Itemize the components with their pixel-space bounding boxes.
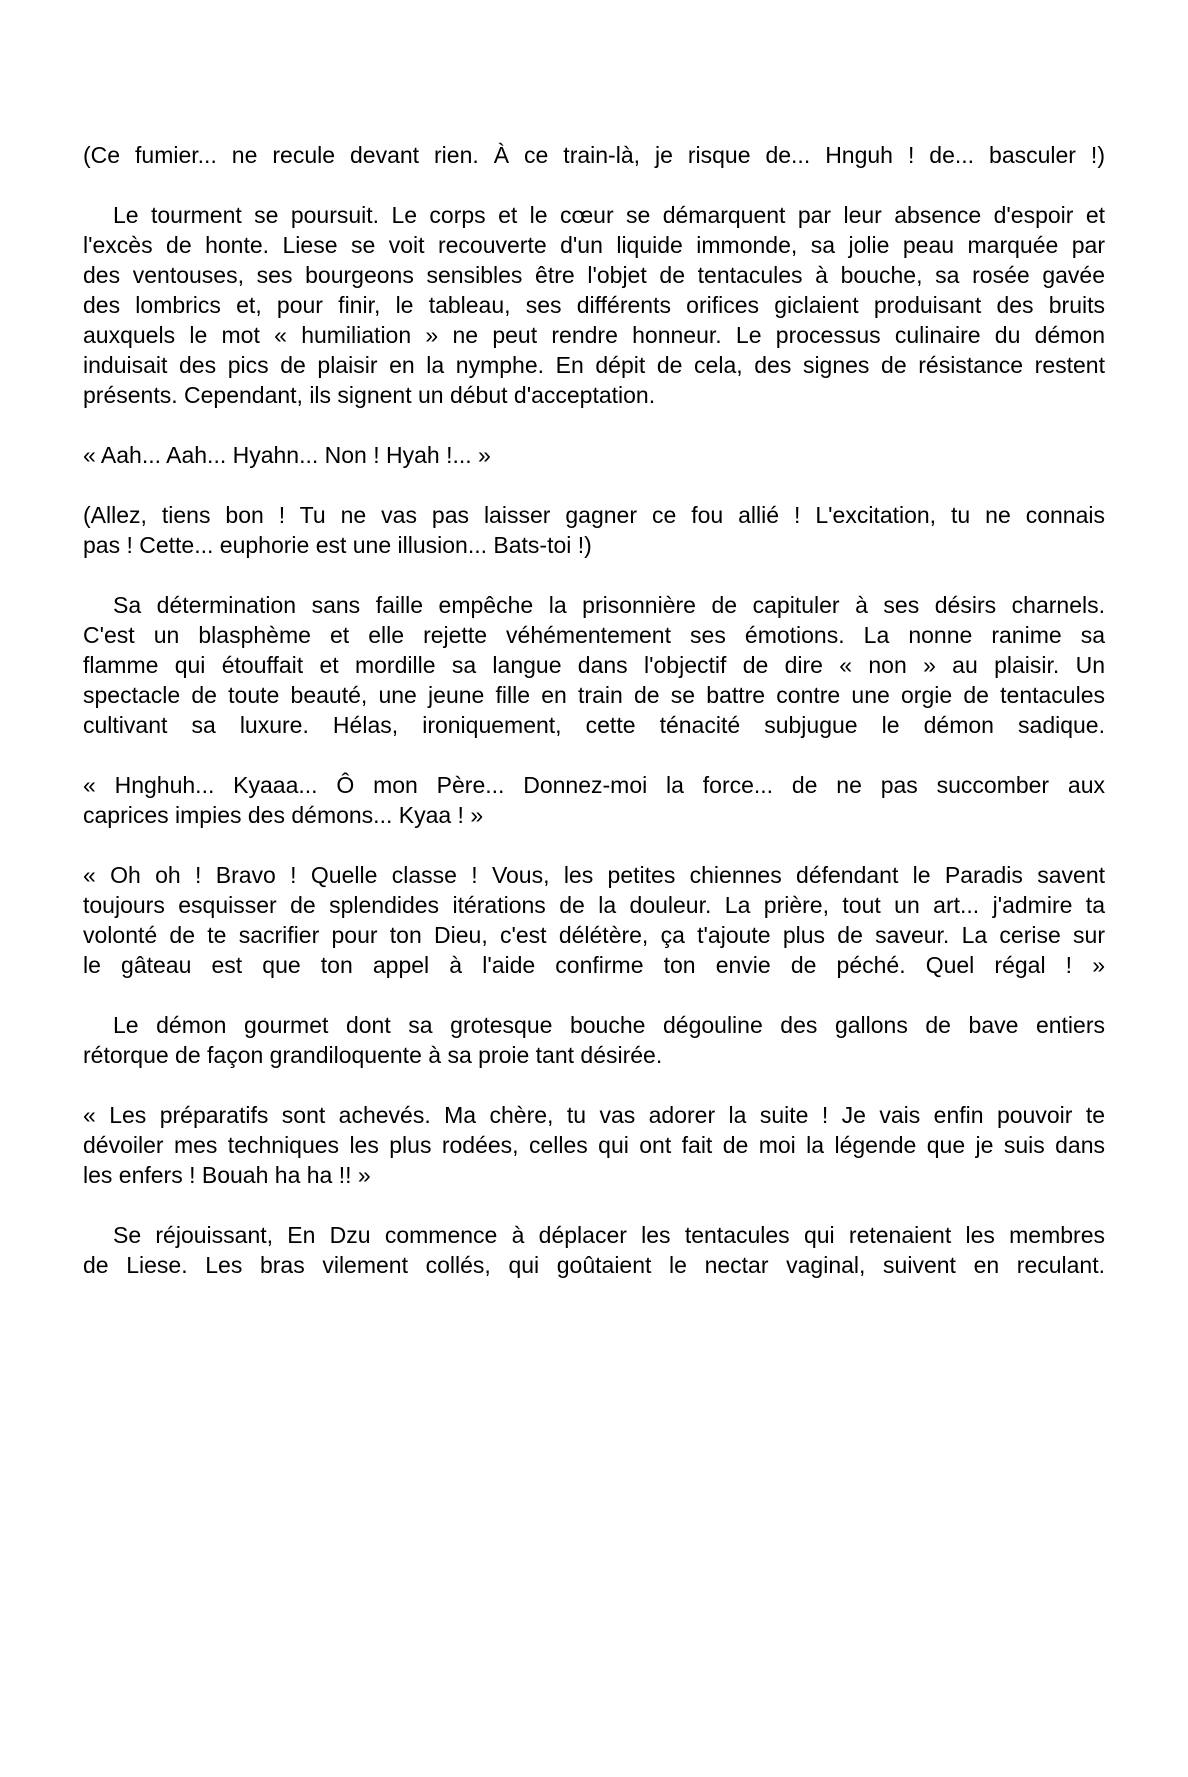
paragraph xyxy=(83,860,1105,980)
paragraph xyxy=(83,200,1105,410)
text-line: des ventouses, ses bourgeons sensibles être l'objet de tentacules à bouche, sa rosée gavée xyxy=(83,262,1105,288)
text-line: C'est un blasphème et elle rejette véhémentement ses émotions. La nonne ranime sa xyxy=(83,622,1105,648)
text-line: le gâteau est que ton appel à l'aide confirme ton envie de péché. Quel régal ! » xyxy=(83,952,1105,978)
text-line: Le tourment se poursuit. Le corps et le cœur se démarquent par leur absence d'espoir et xyxy=(113,202,1105,228)
text-line: de Liese. Les bras vilement collés, qui goûtaient le nectar vaginal, suivent en reculant. xyxy=(83,1252,1105,1278)
text-line: toujours esquisser de splendides itérations de la douleur. La prière, tout un art... j'admire ta xyxy=(83,892,1105,918)
paragraph xyxy=(83,1010,1105,1070)
text-line: Le démon gourmet dont sa grotesque bouche dégouline des gallons de bave entiers xyxy=(113,1012,1105,1038)
text-line: pas ! Cette... euphorie est une illusion... Bats-toi !) xyxy=(83,532,592,558)
paragraph xyxy=(83,1100,1105,1190)
text-line: flamme qui étouffait et mordille sa langue dans l'objectif de dire « non » au plaisir. Un xyxy=(83,652,1105,678)
paragraph xyxy=(83,500,1105,560)
text-line: (Allez, tiens bon ! Tu ne vas pas laisser gagner ce fou allié ! L'excitation, tu ne connais xyxy=(83,502,1105,528)
paragraph xyxy=(83,590,1105,740)
text-line: volonté de te sacrifier pour ton Dieu, c'est délétère, ça t'ajoute plus de saveur. La cerise sur xyxy=(83,922,1105,948)
text-line: « Oh oh ! Bravo ! Quelle classe ! Vous, les petites chiennes défendant le Paradis savent xyxy=(83,862,1105,888)
text-line: présents. Cependant, ils signent un début d'acceptation. xyxy=(83,382,656,408)
text-line: « Aah... Aah... Hyahn... Non ! Hyah !... » xyxy=(83,442,491,468)
text-line: Sa détermination sans faille empêche la prisonnière de capituler à ses désirs charnels. xyxy=(113,592,1105,618)
text-line: Se réjouissant, En Dzu commence à déplacer les tentacules qui retenaient les membres xyxy=(113,1222,1105,1248)
text-line: « Hnghuh... Kyaaa... Ô mon Père... Donnez-moi la force... de ne pas succomber aux xyxy=(83,772,1105,798)
text-line: caprices impies des démons... Kyaa ! » xyxy=(83,802,484,828)
paragraph xyxy=(83,770,1105,830)
text-line: auxquels le mot « humiliation » ne peut rendre honneur. Le processus culinaire du démon xyxy=(83,322,1105,348)
text-line: (Ce fumier... ne recule devant rien. À ce train-là, je risque de... Hnguh ! de... basculer !) xyxy=(83,142,1105,168)
text-line: cultivant sa luxure. Hélas, ironiquement, cette ténacité subjugue le démon sadique. xyxy=(83,712,1105,738)
text-line: les enfers ! Bouah ha ha !! » xyxy=(83,1162,371,1188)
text-line: spectacle de toute beauté, une jeune fille en train de se battre contre une orgie de tentacules xyxy=(83,682,1105,708)
text-line: induisait des pics de plaisir en la nymphe. En dépit de cela, des signes de résistance restent xyxy=(83,352,1105,378)
paragraph xyxy=(83,140,1105,170)
text-line: « Les préparatifs sont achevés. Ma chère, tu vas adorer la suite ! Je vais enfin pouvoir te xyxy=(83,1102,1105,1128)
text-line: des lombrics et, pour finir, le tableau, ses différents orifices giclaient produisant des bruits xyxy=(83,292,1105,318)
text-line: dévoiler mes techniques les plus rodées, celles qui ont fait de moi la légende que je suis dans xyxy=(83,1132,1105,1158)
text-line: rétorque de façon grandiloquente à sa proie tant désirée. xyxy=(83,1042,663,1068)
text-line: l'excès de honte. Liese se voit recouverte d'un liquide immonde, sa jolie peau marquée par xyxy=(83,232,1105,258)
paragraph xyxy=(83,1220,1105,1280)
paragraph xyxy=(83,440,1105,470)
